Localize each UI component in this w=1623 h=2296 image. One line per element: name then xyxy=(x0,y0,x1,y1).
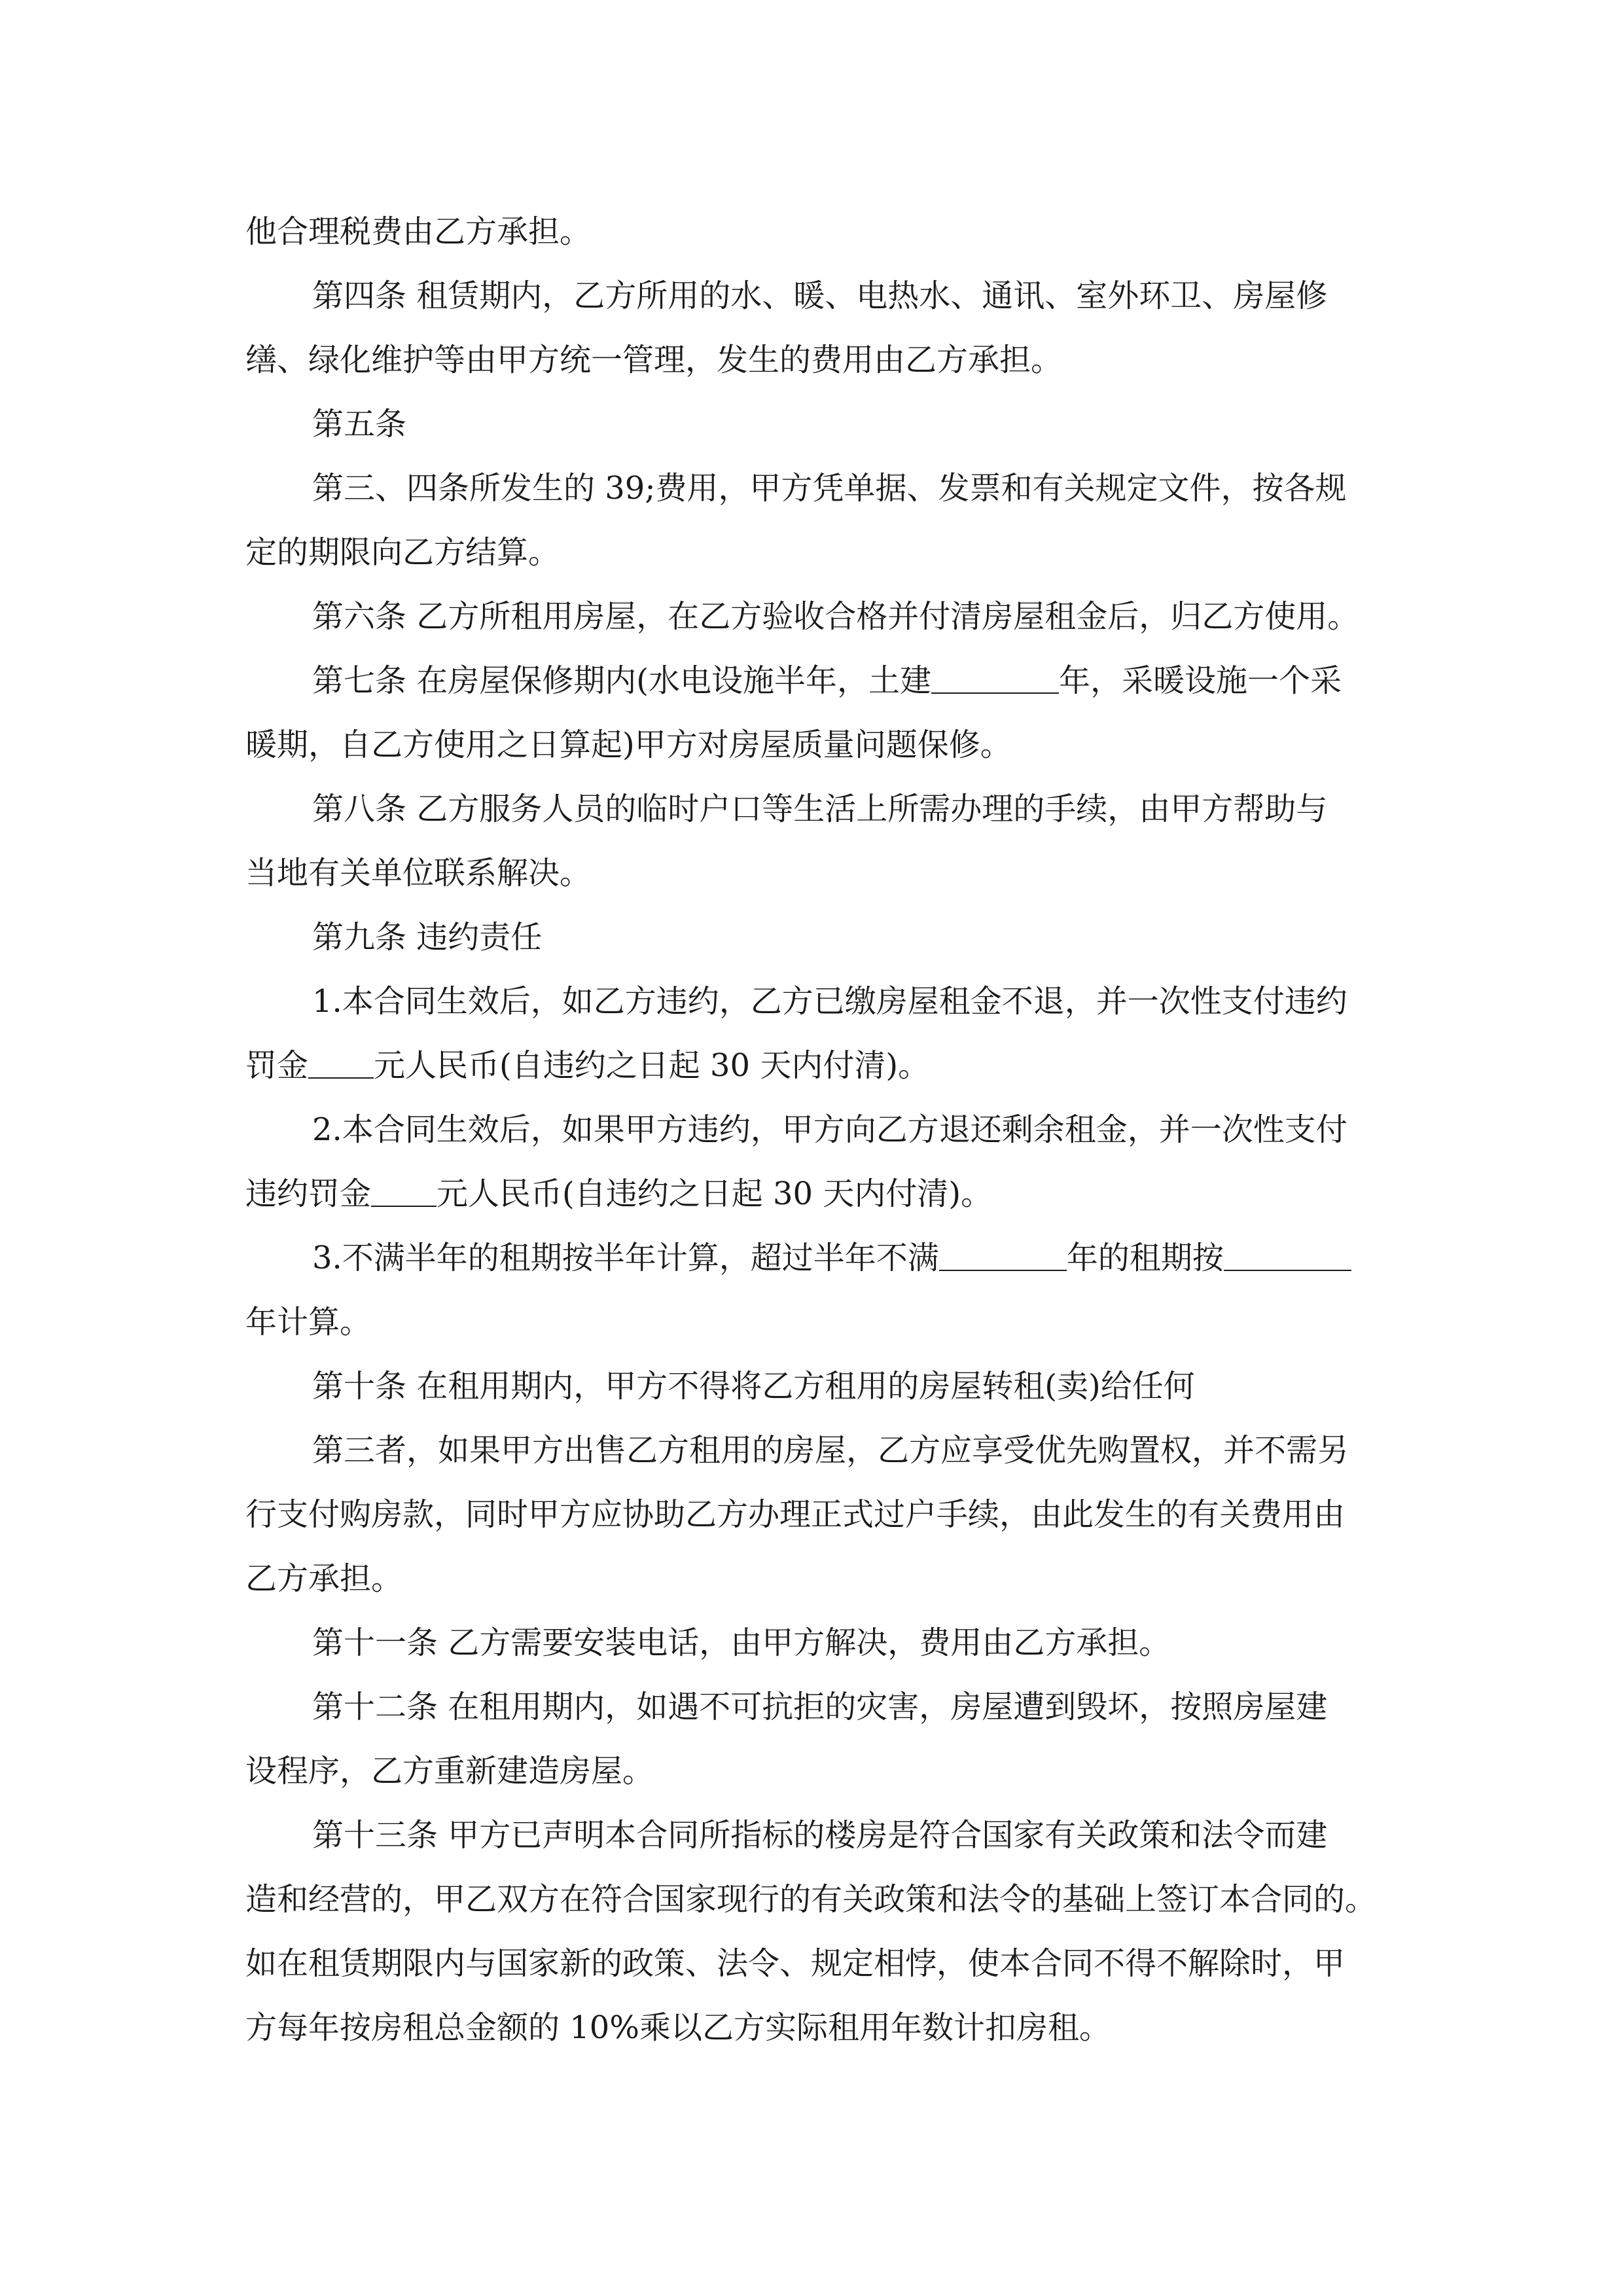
clause-9-3 xyxy=(245,1226,1381,1290)
text-segment: 罚金 xyxy=(245,1047,309,1084)
text-line: 造和经营的，甲乙双方在符合国家现行的有关政策和法令的基础上签订本合同的。 xyxy=(245,1881,1377,1918)
fill-in-blank xyxy=(371,1179,437,1207)
text-segment: 年，采暖设施一个采 xyxy=(1059,662,1342,699)
text-line: 他合理税费由乙方承担。 xyxy=(245,213,592,250)
text-segment: 3.不满半年的租期按半年计算，超过半年不满 xyxy=(312,1240,939,1276)
text-line: 暖期，自乙方使用之日算起)甲方对房屋质量问题保修。 xyxy=(245,726,1012,763)
article-4: 第四条 租赁期内，乙方所用的水、暖、电热水、通讯、室外环卫、房屋修 xyxy=(312,278,1328,314)
article-10: 第十条 在租用期内，甲方不得将乙方租用的房屋转租(卖)给任何 xyxy=(312,1368,1195,1405)
article-13: 第十三条 甲方已声明本合同所指标的楼房是符合国家有关政策和法令而建 xyxy=(312,1817,1328,1854)
text-line: 当地有关单位联系解决。 xyxy=(245,855,592,891)
article-8: 第八条 乙方服务人员的临时户口等生活上所需办理的手续，由甲方帮助与 xyxy=(312,791,1328,827)
text-line xyxy=(245,1162,1381,1226)
contract-body xyxy=(245,200,1381,2060)
text-line: 方每年按房租总金额的 10%乘以乙方实际租用年数计扣房租。 xyxy=(245,2009,1111,2046)
fill-in-blank xyxy=(939,1244,1067,1271)
clause-9-1: 1.本合同生效后，如乙方违约，乙方已缴房屋租金不退，并一次性支付违约 xyxy=(312,983,1347,1020)
text-line: 行支付购房款，同时甲方应协助乙方办理正式过户手续，由此发生的有关费用由 xyxy=(245,1496,1346,1533)
article-12: 第十二条 在租用期内，如遇不可抗拒的灾害，房屋遭到毁坏，按照房屋建 xyxy=(312,1689,1328,1725)
text-line: 缮、绿化维护等由甲方统一管理，发生的费用由乙方承担。 xyxy=(245,342,1063,378)
article-11: 第十一条 乙方需要安装电话，由甲方解决，费用由乙方承担。 xyxy=(312,1624,1171,1661)
clause-9-2: 2.本合同生效后，如果甲方违约，甲方向乙方退还剩余租金，并一次性支付 xyxy=(312,1111,1347,1148)
text-line: 定的期限向乙方结算。 xyxy=(245,534,560,571)
text-line: 设程序，乙方重新建造房屋。 xyxy=(245,1753,654,1789)
article-9-heading: 第九条 违约责任 xyxy=(312,919,543,956)
article-5: 第三、四条所发生的 39;费用，甲方凭单据、发票和有关规定文件，按各规 xyxy=(312,470,1347,507)
text-segment: 违约罚金 xyxy=(245,1175,372,1212)
text-segment: 第七条 在房屋保修期内(水电设施半年，土建 xyxy=(312,662,931,699)
text-line: 如在租赁期限内与国家新的政策、法令、规定相悖，使本合同不得不解除时，甲 xyxy=(245,1945,1346,1982)
text-line: 年计算。 xyxy=(245,1304,372,1340)
article-5-heading: 第五条 xyxy=(312,406,407,442)
article-7 xyxy=(245,649,1381,713)
text-segment: 元人民币(自违约之日起 30 天内付清)。 xyxy=(374,1047,930,1084)
fill-in-blank xyxy=(1224,1244,1351,1271)
article-6: 第六条 乙方所租用房屋，在乙方验收合格并付清房屋租金后，归乙方使用。 xyxy=(312,598,1359,635)
text-segment: 年的租期按 xyxy=(1066,1240,1224,1276)
text-line: 乙方承担。 xyxy=(245,1560,403,1597)
text-line: 第三者，如果甲方出售乙方租用的房屋，乙方应享受优先购置权，并不需另 xyxy=(312,1432,1349,1469)
fill-in-blank xyxy=(931,666,1059,694)
text-line xyxy=(245,1033,1381,1098)
fill-in-blank xyxy=(308,1051,374,1079)
text-segment: 元人民币(自违约之日起 30 天内付清)。 xyxy=(437,1175,993,1212)
